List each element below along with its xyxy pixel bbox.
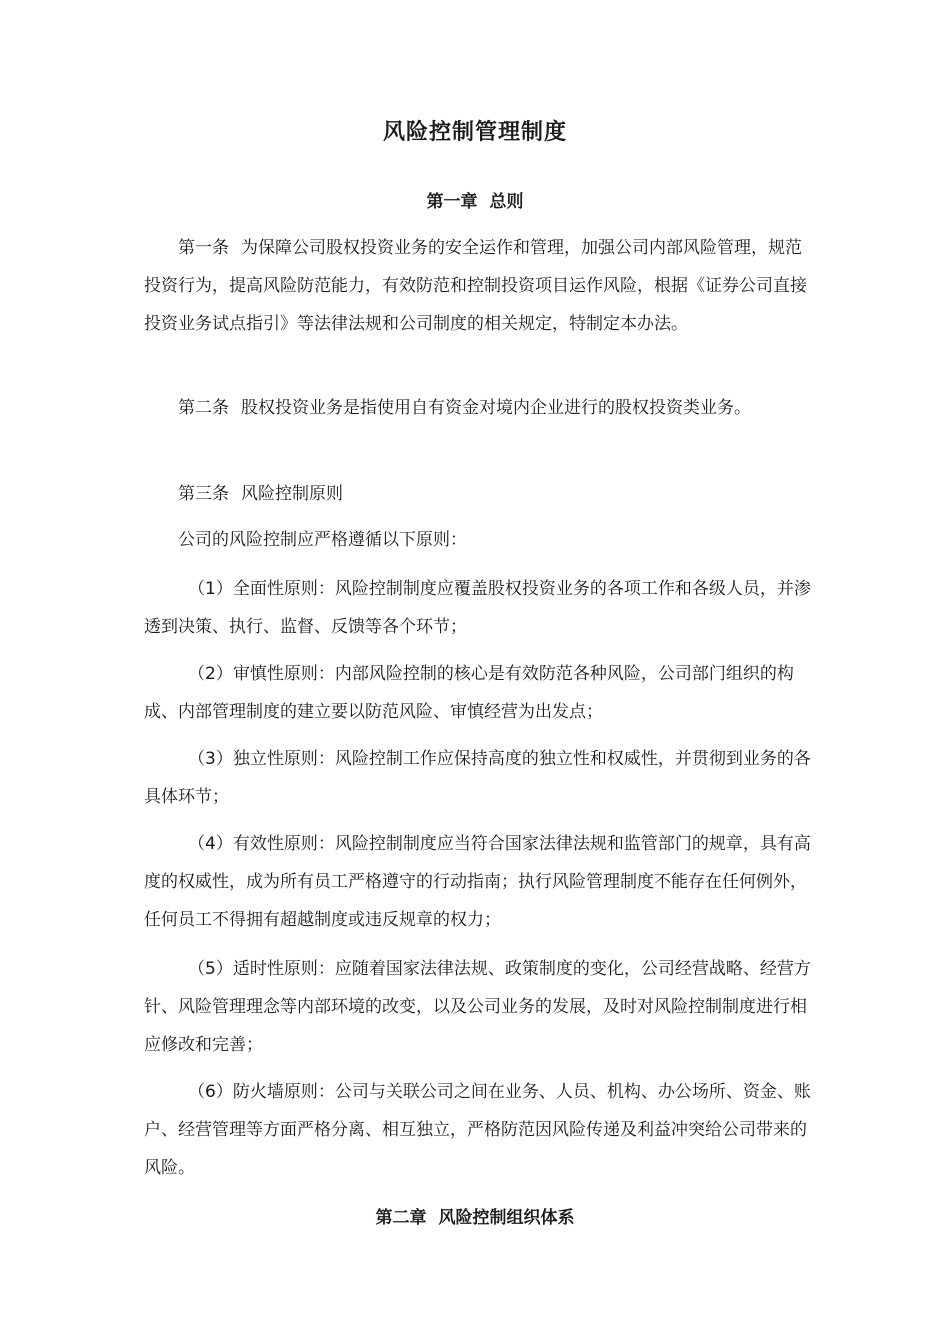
article-2-label: 第二条: [178, 398, 229, 418]
principle-2: [144, 655, 814, 731]
principle-text: （6）防火墙原则：公司与关联公司之间在业务、人员、机构、办公场所、资金、账户、经营管理等方面严格分离、相互独立，严格防范因风险传递及利益冲突给公司带来的风险。: [144, 1082, 811, 1178]
principle-text: （4）有效性原则：风险控制制度应当符合国家法律法规和监管部门的规章，具有高度的权威性，成为所有员工严格遵守的行动指南；执行风险管理制度不能存在任何例外，任何员工不得拥有超越制度或违反规章的权力；: [144, 834, 811, 930]
chapter-2-heading: [0, 1203, 950, 1228]
chapter-2-number: 第二章: [375, 1208, 427, 1228]
article-3-text: 风险控制原则: [241, 484, 343, 504]
principle-text: （3）独立性原则：风险控制工作应保持高度的独立性和权威性，并贯彻到业务的各具体环节；: [144, 749, 811, 807]
article-1: [144, 229, 814, 343]
chapter-2-name: 风险控制组织体系: [438, 1208, 575, 1228]
chapter-1-number: 第一章: [426, 192, 478, 212]
principle-text: （1）全面性原则：风险控制制度应覆盖股权投资业务的各项工作和各级人员，并渗透到决策、执行、监督、反馈等各个环节；: [144, 579, 811, 637]
principles-intro: [144, 521, 814, 559]
chapter-1-name: 总则: [489, 192, 524, 212]
article-3: [144, 475, 814, 513]
article-1-text: 为保障公司股权投资业务的安全运作和管理，加强公司内部风险管理，规范投资行为，提高风险防范能力，有效防范和控制投资项目运作风险，根据《证券公司直接投资业务试点指引》等法律法规和公司制度的相关规定，特制定本办法。: [144, 238, 807, 334]
document-title: 风险控制管理制度: [382, 120, 567, 145]
principles-intro-text: 公司的风险控制应严格遵循以下原则：: [178, 530, 467, 550]
principle-3: [144, 740, 814, 816]
principle-5: [144, 950, 814, 1064]
chapter-1-heading: [0, 187, 950, 212]
principle-text: （5）适时性原则：应随着国家法律法规、政策制度的变化，公司经营战略、经营方针、风险管理理念等内部环境的改变，以及公司业务的发展，及时对风险控制制度进行相应修改和完善；: [144, 959, 811, 1055]
principle-text: （2）审慎性原则：内部风险控制的核心是有效防范各种风险，公司部门组织的构成、内部管理制度的建立要以防范风险、审慎经营为出发点；: [144, 664, 794, 722]
article-2: [144, 389, 814, 427]
principle-6: [144, 1073, 814, 1187]
article-1-label: 第一条: [178, 238, 229, 258]
article-2-text: 股权投资业务是指使用自有资金对境内企业进行的股权投资类业务。: [241, 398, 751, 418]
principle-4: [144, 825, 814, 939]
article-3-label: 第三条: [178, 484, 229, 504]
principle-1: [144, 570, 814, 646]
